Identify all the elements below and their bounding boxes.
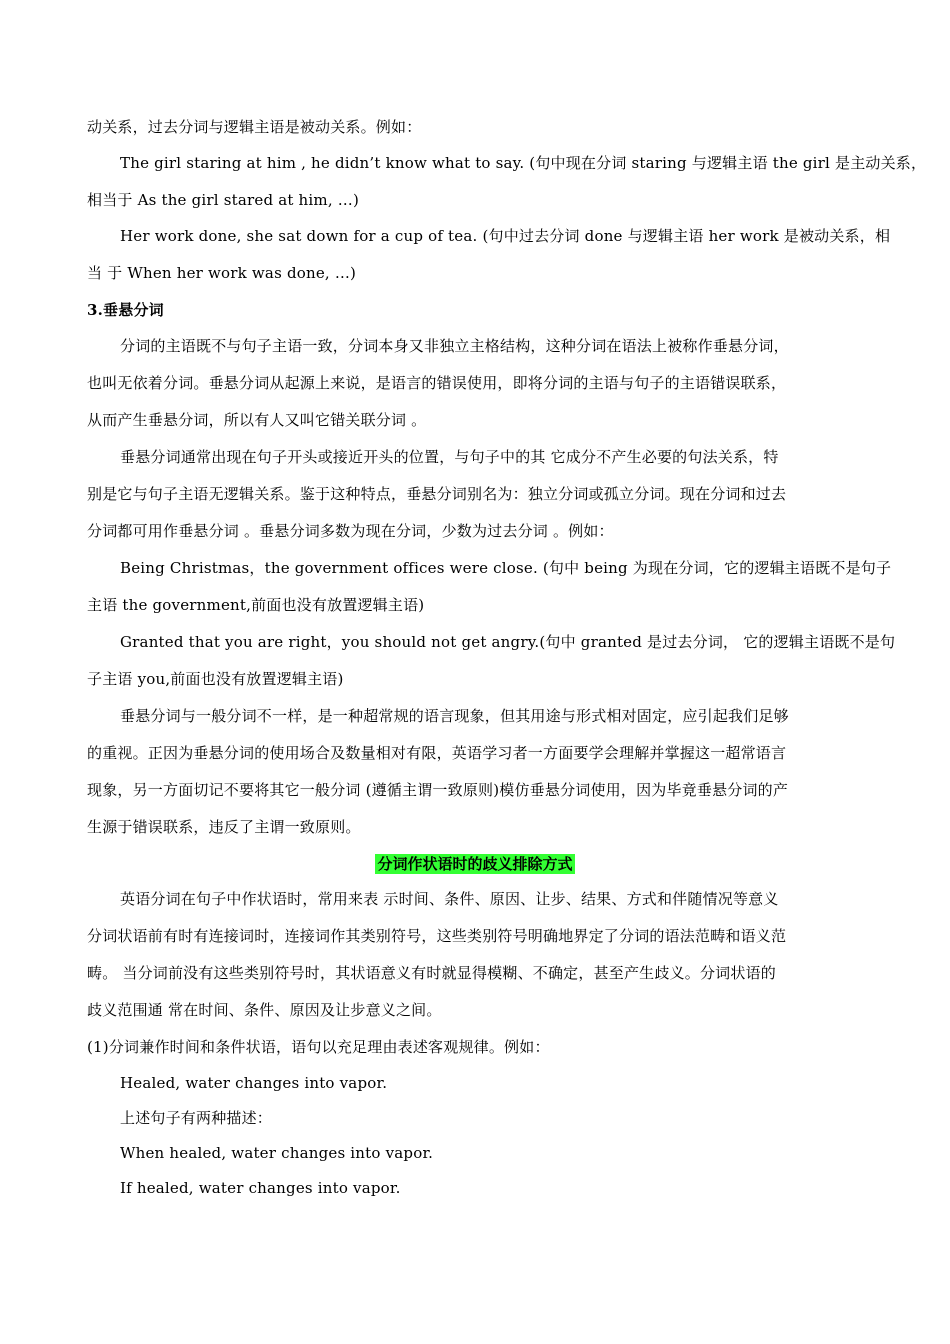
paragraph-line: 垂悬分词与一般分词不一样，是一种超常规的语言现象，但其用途与形式相对固定，应引起我们足够 — [120, 707, 789, 725]
paragraph-line: 英语分词在句子中作状语时，常用来表 示时间、条件、原因、让步、结果、方式和伴随情况等意义 — [120, 890, 779, 908]
highlighted-heading: 分词作状语时的歧义排除方式 — [377, 855, 573, 873]
section-heading: 3.垂悬分词 — [87, 301, 164, 319]
paragraph-line: 分词都可用作垂悬分词 。垂悬分词多数为现在分词，少数为过去分词 。例如： — [87, 522, 614, 540]
paragraph-line: 歧义范围通 常在时间、条件、原因及让步意义之间。 — [87, 1001, 442, 1019]
paragraph-line: 现象，另一方面切记不要将其它一般分词 (遵循主谓一致原则)模仿垂悬分词使用，因为毕竟垂悬分词的产 — [87, 781, 789, 799]
paragraph-line: 垂悬分词通常出现在句子开头或接近开头的位置，与句子中的其 它成分不产生必要的句法关系，特 — [120, 448, 779, 466]
list-item: (1)分词兼作时间和条件状语，语句以充足理由表述客观规律。例如： — [87, 1038, 550, 1056]
paragraph-line: 畴。 当分词前没有这些类别符号时，其状语意义有时就显得模糊、不确定，甚至产生歧义。分词状语的 — [87, 964, 776, 982]
example-sentence: The girl staring at him , he didn’t know what to say. (句中现在分词 staring 与逻辑主语 the girl 是主动关系， — [120, 154, 927, 172]
text-line: 主语 the government,前面也没有放置逻辑主语) — [87, 596, 425, 614]
paragraph-line: 别是它与句子主语无逻辑关系。鉴于这种特点，垂悬分词别名为：独立分词或孤立分词。现在分词和过去 — [87, 485, 787, 503]
example-sentence: Healed, water changes into vapor. — [120, 1074, 388, 1092]
paragraph-line: 分词的主语既不与句子主语一致，分词本身又非独立主格结构，这种分词在语法上被称作垂悬分词， — [120, 337, 789, 355]
paragraph-line: 也叫无依着分词。垂悬分词从起源上来说，是语言的错误使用，即将分词的主语与句子的主语错误联系， — [87, 374, 787, 392]
paragraph-line: 分词状语前有时有连接词时，连接词作其类别符号，这些类别符号明确地界定了分词的语法范畴和语义范 — [87, 927, 787, 945]
example-sentence: Being Christmas，the government offices were close. (句中 being 为现在分词，它的逻辑主语既不是句子 — [120, 559, 892, 577]
example-sentence: Granted that you are right，you should not get angry.(句中 granted 是过去分词， 它的逻辑主语既不是句 — [120, 633, 896, 651]
text-line: 子主语 you,前面也没有放置逻辑主语) — [87, 670, 344, 688]
paragraph-line: 的重视。正因为垂悬分词的使用场合及数量相对有限，英语学习者一方面要学会理解并掌握这一超常语言 — [87, 744, 787, 762]
example-sentence: If healed, water changes into vapor. — [120, 1179, 401, 1197]
paragraph-line: 生源于错误联系，违反了主谓一致原则。 — [87, 818, 361, 836]
example-sentence: Her work done, she sat down for a cup of tea. (句中过去分词 done 与逻辑主语 her work 是被动关系，相 — [120, 227, 891, 245]
text-line: 相当于 As the girl stared at him, …) — [87, 191, 360, 209]
example-sentence: When healed, water changes into vapor. — [120, 1144, 434, 1162]
paragraph-line: 从而产生垂悬分词，所以有人又叫它错关联分词 。 — [87, 411, 427, 429]
text-line: 当 于 When her work was done, …) — [87, 264, 357, 282]
text-line: 上述句子有两种描述： — [120, 1109, 273, 1127]
text-line: 动关系，过去分词与逻辑主语是被动关系。例如： — [87, 118, 422, 136]
